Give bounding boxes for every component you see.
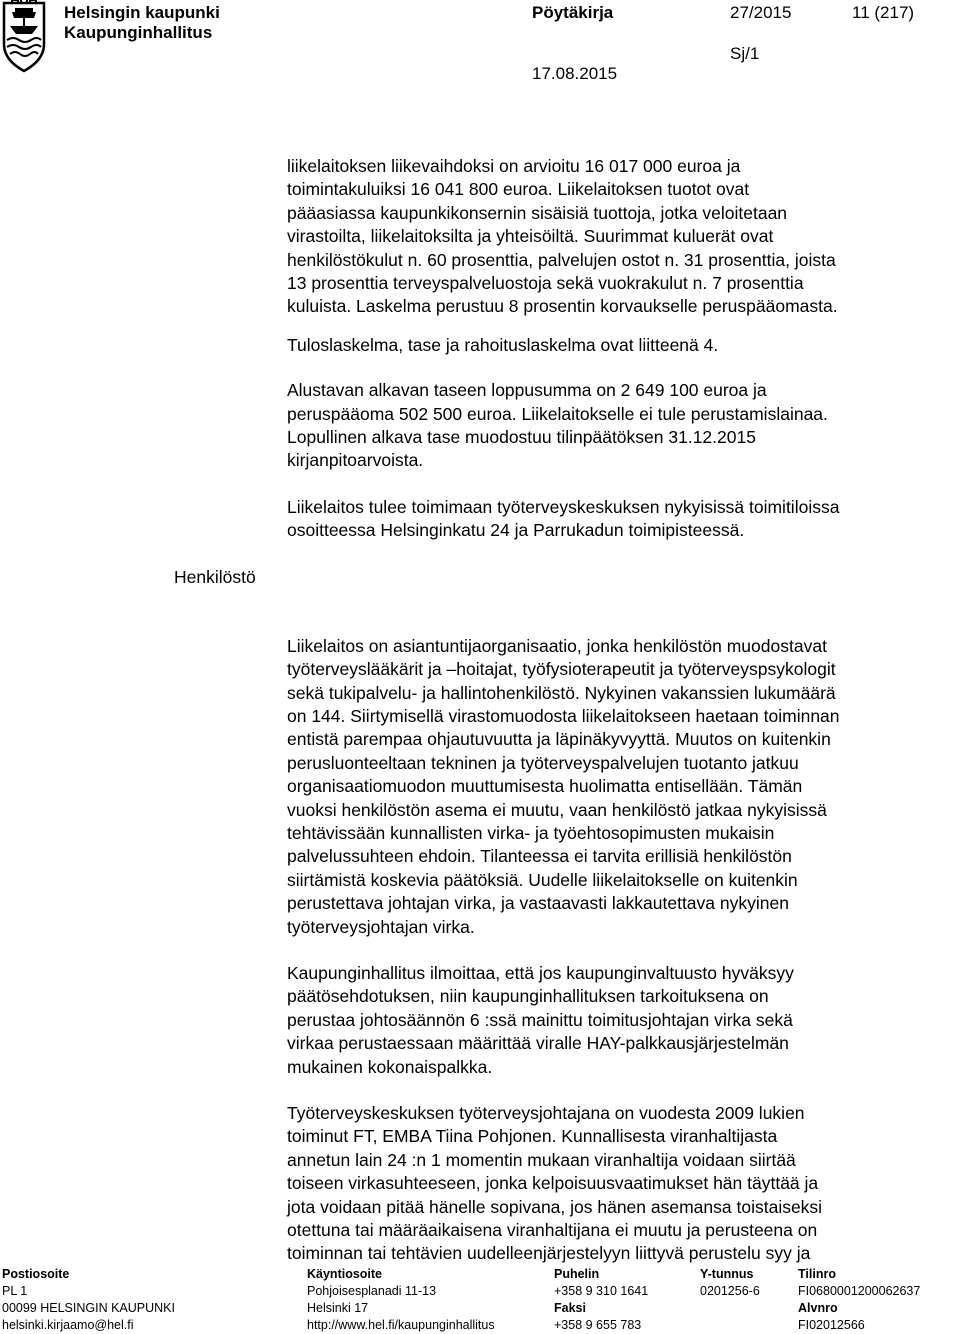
text-line: Liikelaitos on asiantuntijaorganisaatio, jonka henkilöstön muodostavat (287, 635, 827, 656)
footer-business-id (700, 1266, 760, 1300)
text-line: Alustavan alkavan taseen loppusumma on 2 649 100 euroa ja (287, 380, 767, 401)
section-heading-henkilosto: Henkilöstö (174, 567, 256, 587)
coat-of-arms-icon (1, 0, 47, 74)
footer-line: Helsinki 17 (307, 1301, 369, 1315)
paragraph (287, 379, 955, 473)
text-line: organisaatiomuodon muuttumisesta huolimatta entisellään. Tämän (287, 776, 803, 797)
footer-website-link[interactable]: http://www.hel.fi/kaupunginhallitus (307, 1318, 495, 1332)
text-line: pääasiassa kaupunkikonsernin sisäisiä tuottoja, jotka veloitetaan (287, 202, 788, 223)
footer-line: PL 1 (2, 1284, 28, 1298)
text-line: toiseen virkasuhteeseen, jonka kelpoisuusvaatimukset hän täyttää ja (287, 1173, 819, 1194)
footer-postal-address (2, 1266, 175, 1334)
text-line: palvelussuhteen ehdoin. Tilanteessa ei tarvita erillisiä henkilöstön (287, 846, 792, 867)
page-number: 11 (217) (852, 3, 915, 22)
text-line: virastoilta, liikelaitoksilta ja yhteisöiltä. Suurimmat kuluerät ovat (287, 226, 774, 247)
text-line: Liikelaitos tulee toimimaan työterveyskeskuksen nykyisissä toimitiloissa (287, 496, 840, 517)
footer-line: FI0680001200062637 (798, 1284, 921, 1298)
text-line: perustettava johtajan virka, ja vastaavasti lakkautettava nykyinen (287, 893, 789, 914)
footer-heading: Y-tunnus (700, 1267, 754, 1281)
text-line: peruspääoma 502 500 euroa. Liikelaitokselle ei tule perustamislainaa. (287, 403, 828, 424)
footer-heading: Faksi (554, 1301, 586, 1315)
page-footer (0, 1266, 960, 1332)
organization-name: Helsingin kaupunki (64, 3, 220, 22)
footer-heading: Tilinro (798, 1267, 836, 1281)
paragraph (287, 962, 955, 1079)
text-line: Kaupunginhallitus ilmoittaa, että jos kaupunginvaltuusto hyväksyy (287, 962, 794, 983)
text-line: jota voidaan pitää hänelle sopivana, jos hänen asemansa toistaiseksi (287, 1196, 823, 1217)
footer-line: +358 9 655 783 (554, 1318, 642, 1332)
text-line: entistä parempaa ohjautuvuutta ja läpinäkyvyyttä. Muutos on kuitenkin (287, 729, 831, 750)
footer-line: 00099 HELSINGIN KAUPUNKI (2, 1301, 175, 1315)
text-line: vuoksi henkilöstön asema ei muutu, vaan henkilöstö jatkaa nykyisissä (287, 799, 827, 820)
document-type: Pöytäkirja (532, 3, 614, 22)
footer-heading: Puhelin (554, 1267, 600, 1281)
paragraph (287, 155, 955, 319)
text-line: kirjanpitoarvoista. (287, 450, 424, 471)
footer-line: Pohjoisesplanadi 11-13 (307, 1284, 437, 1298)
document-body (287, 155, 955, 1266)
footer-phone (554, 1266, 648, 1334)
text-line: kuluista. Laskelma perustuu 8 prosentin korvaukselle peruspääomasta. (287, 296, 838, 317)
text-line: työterveyslääkärit ja –hoitajat, työfysioterapeutit ja työterveyspsykologit (287, 659, 836, 680)
footer-line: +358 9 310 1641 (554, 1284, 649, 1298)
footer-heading: Postiosoite (2, 1267, 70, 1281)
text-line: päätösehdotuksen, niin kaupunginhallituksen tarkoituksena on (287, 986, 769, 1007)
text-line: tehtävissään kunnallisten virka- ja työehtosopimusten mukaisin (287, 822, 775, 843)
text-line: virkaa perustaessaan määrittää viralle HAY-palkkausjärjestelmän (287, 1033, 789, 1054)
text-line: Lopullinen alkava tase muodostuu tilinpäätöksen 31.12.2015 (287, 427, 756, 448)
footer-heading: Käyntiosoite (307, 1267, 383, 1281)
body-name: Kaupunginhallitus (64, 23, 213, 42)
text-line: Työterveyskeskuksen työterveysjohtajana on vuodesta 2009 lukien (287, 1103, 805, 1123)
text-line: liikelaitoksen liikevaihdoksi on arvioitu 16 017 000 euroa ja (287, 156, 741, 176)
text-line: siirtämistä koskevia päätöksiä. Uudelle liikelaitokselle on kuitenkin (287, 869, 798, 890)
text-line: perusluonteeltaan tekninen ja työterveyspalvelujen tuotanto jatkuu (287, 752, 799, 773)
paragraph (287, 334, 955, 357)
meeting-item-number: Sj/1 (730, 44, 760, 63)
text-line: 13 prosenttia terveyspalveluostoja sekä vuokrakulut n. 7 prosenttia (287, 273, 804, 294)
text-line: annetun lain 24 :n 1 momentin mukaan viranhaltija voidaan siirtää (287, 1149, 796, 1170)
footer-visiting-address (307, 1266, 495, 1334)
text-line: työterveysjohtajan virka. (287, 916, 475, 937)
text-line: mukainen kokonaispalkka. (287, 1056, 493, 1077)
footer-heading: Alvnro (798, 1301, 838, 1315)
text-line: on 144. Siirtymisellä virastomuodosta liikelaitokseen haetaan toiminnan (287, 705, 840, 726)
paragraph (287, 1102, 955, 1266)
footer-email-link[interactable]: helsinki.kirjaamo@hel.fi (2, 1318, 134, 1332)
text-line: Tuloslaskelma, tase ja rahoituslaskelma ovat liitteenä 4. (287, 334, 719, 355)
text-line: toiminut FT, EMBA Tiina Pohjonen. Kunnallisesta viranhaltijasta (287, 1126, 778, 1147)
text-line: henkilöstökulut n. 60 prosenttia, palvelujen ostot n. 31 prosenttia, joista (287, 249, 836, 270)
text-line: otettuna tai määräaikaisena viranhaltijana ei muutu ja perusteena on (287, 1220, 818, 1241)
footer-line: 0201256-6 (700, 1284, 760, 1298)
paragraph (287, 496, 955, 543)
document-number: 27/2015 (730, 3, 792, 22)
text-line: perustaa johtosäännön 6 :ssä mainittu toimitusjohtajan virka sekä (287, 1009, 793, 1030)
text-line: sekä tukipalvelu- ja hallintohenkilöstö. Nykyinen vakanssien lukumäärä (287, 682, 836, 703)
footer-line: FI02012566 (798, 1318, 865, 1332)
footer-account (798, 1266, 920, 1334)
text-line: toiminnan tai tehtävien uudelleenjärjestelyyn liittyvä perustelu syy ja (287, 1243, 811, 1264)
paragraph (287, 635, 955, 939)
text-line: osoitteessa Helsinginkatu 24 ja Parrukadun toimipisteessä. (287, 520, 745, 541)
meeting-date: 17.08.2015 (532, 64, 618, 83)
text-line: toimintakuluiksi 16 041 800 euroa. Liikelaitoksen tuotot ovat (287, 179, 750, 200)
